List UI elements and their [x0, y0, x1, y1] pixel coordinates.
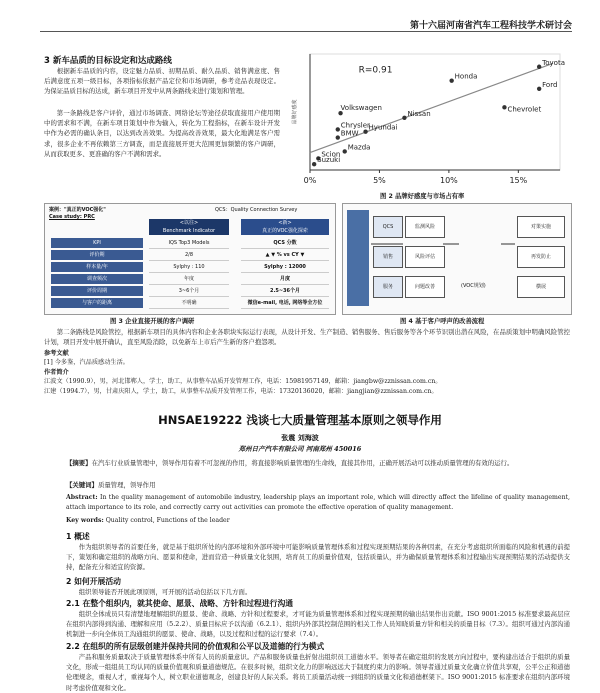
point-label: Ford — [542, 80, 558, 89]
data-point — [502, 105, 506, 109]
section-3-title: 3 新车品质的目标设定和达成路线 — [44, 56, 172, 66]
fig3-row-label: KPI — [51, 238, 143, 248]
data-point — [402, 116, 406, 120]
fig4-action-box: 对策实施 — [517, 216, 565, 238]
fig4-note: (VOC规划) — [461, 283, 486, 289]
references-heading: 参考文献 — [44, 350, 69, 357]
data-point — [343, 149, 347, 153]
keywords-en: Key words: Quality control, Functions of the leader — [66, 517, 230, 524]
abstract-cn: 【摘要】在汽车行业质量管理中，领导作用有着不可忽视的作用，将直接影响质量管理的生命线，直接其作用，正确开展活动可以推动质量管理的有效的运行。 — [66, 459, 514, 467]
fig3-qcs-label: QCS：Quality Connection Survey — [215, 207, 298, 213]
fig3-row-label: 与客户的距离 — [51, 298, 143, 308]
article-affiliation: 郑州日产汽车有限公司 河南郑州 450016 — [238, 445, 362, 453]
section-2-2-title: 2.2 在组织的所有层级创建并保持共同的价值观和公平以及道德的行为模式 — [66, 642, 325, 651]
fig3-row-label: 样本量/年 — [51, 262, 143, 272]
section-2-text: 组织领导能否开展此项原则，可开展的活动包括以下几方面。 — [78, 588, 252, 596]
fig3-new-value: 2.5~36个月 — [241, 286, 329, 297]
fig4-source-box: 服务 — [373, 276, 403, 298]
article-authors: 张震 刘海波 — [281, 433, 319, 442]
figure-2-caption: 图 2 品牌好感度与市场占有率 — [380, 193, 465, 200]
fig3-example: 案例："真正的VOC强化" — [49, 207, 106, 213]
y-axis-label: 品牌好感度 — [292, 99, 298, 125]
keywords-cn: 【关键词】质量管理，领导作用 — [66, 481, 156, 489]
reference-1: [1] 今多鉴，汽品质感动生活。 — [44, 359, 129, 366]
r-value-annotation: R=0.91 — [358, 65, 393, 76]
fig3-old-value: 3~6个月 — [149, 286, 229, 297]
fig3-old-value: 2/8 — [149, 250, 229, 261]
fig4-process-box: 问题改善 — [405, 276, 445, 298]
fig3-new-value: 微信e-mail, 电话, 网络等全方位 — [241, 298, 329, 309]
fig4-process-box: 风险评估 — [405, 246, 445, 268]
figure-3-box — [44, 203, 336, 315]
data-point — [449, 78, 453, 82]
fig3-new-value: ▲ ▼ % vs CY ▼ — [241, 250, 329, 261]
running-header: 第十六届河南省汽车工程科技学术研讨会 — [409, 21, 572, 31]
fig3-row-label: 评价周期 — [51, 286, 143, 296]
scatter-plot — [288, 48, 570, 188]
x-tick-label: 10% — [439, 176, 458, 185]
point-label: Toyota — [542, 58, 566, 67]
fig4-action-box: 再发防止 — [517, 246, 565, 268]
section-1-title: 1 概述 — [66, 532, 90, 541]
figure-4-box — [342, 203, 572, 315]
point-label: Chrysler — [340, 121, 370, 130]
figure-3-caption: 图 3 企业直接开展的客户调研 — [110, 318, 195, 325]
article-title: HNSAE19222 浅谈七大质量管理基本原则之领导作用 — [158, 413, 442, 427]
route-2-paragraph: 第二条路线是风险管控，根据新车项目的具体内容和企业各职块实际运行表现，从设计开发、生产制造、销售服务、售后服务等各个环节识别出潜在风险，在品质策划中明确风险管控计划，项目开发中展开确认，直至风险消除，以免新车上市后产生新的客户抱怨项。 — [44, 328, 570, 347]
x-tick-label: 0% — [303, 176, 317, 185]
fig4-arrows — [343, 204, 571, 314]
brand-scatter-chart — [288, 48, 570, 188]
abstract-en: Abstract: In the quality management of automobile industry, leadership plays an important role, which will directly affect the lifeline of quality management, attach importance to its role, and correctly carry out activities can promote the effective operation of quality management. — [66, 494, 571, 512]
section-3-para-2: 第一条路线是客户评价，通过市场调查、网络论坛等途径获取直接用户使用期中的需求和不满，在新车项目策划中作为输入，转化为工程指标，在新车设计开发中作为必需的确认条目，以达到改善效果。为提高改善效果，最大化地满足客户需求，很多企业不再依赖第三方调查，而是直接展开更大范围更加频繁的客户调研，从而获取更多、更准确的客户不满和需求。 — [44, 109, 280, 158]
fig4-process-box: 监测风险 — [405, 216, 445, 238]
fig3-old-value: 年度 — [149, 274, 229, 285]
fig3-new-value: QCS 分数 — [241, 238, 329, 249]
fig3-row-label: 调查频次 — [51, 274, 143, 284]
fig3-new-header: <新> 真正的VOC强化探索 — [241, 219, 329, 235]
data-point — [336, 135, 340, 139]
point-label: Nissan — [407, 109, 431, 118]
data-point — [537, 65, 541, 69]
fig3-old-value: Sylphy : 110 — [149, 262, 229, 273]
data-point — [336, 127, 340, 131]
point-label: Suzuki — [317, 156, 341, 165]
section-1-text: 作为组织领导者的首要任务，就是基于组织所处的内部环境和外部环境中可能影响质量管理体系和过程实现预期结果的各种因素，在充分考虑组织所面临的风险和机遇的前提下，策划和确定组织的战略方向、愿景和使命，进而营造一种质量文化氛围，培育员工的质量价值观，包括质量认，并为确保质量管理体系和过程输出实现预期结果的活动提供支持，配备充分和适宜的资源。 — [66, 543, 570, 572]
section-3-para-1: 根据新车品质的内容，设定魅力品质、初期品质、耐久品质、销售满意度、售后满意度五项一级目标，各项指标依据产品定位和市场调研，参考竞品表现设定。为保证品质目标的达成，新车项目开发中从两条路线来进行策划和管理。 — [44, 67, 280, 96]
section-2-title: 2 如何开展活动 — [66, 577, 121, 586]
data-point — [312, 162, 316, 166]
fig4-source-box: QCS — [373, 216, 403, 238]
header-rule — [40, 31, 572, 32]
section-2-2-text: 产品和服务质量取决于质量管理体系中所有人员的质量意识。产品和服务质量也折射出组织员工道德水平。领导者在确定组织的发展方向过程中，要构建出适合于组织的质量文化，形成一组组员工均认同的质量价值观和质量道德规范。在很多时候，组织文化力的影响远远大于制度约束力的影响。领导者通过质量文化确立价值共享观，公平公正和道德伦理规念，重视人才，重视每个人，树立职业道德观念，创建良好的人际关系。将员工质量活动统一到组织的质量文化和道德框架下。ISO 9001:2015 标准要求在组织内部环境时考虑价值观和文化。 — [66, 653, 570, 692]
x-tick-label: 5% — [373, 176, 386, 185]
fig3-old-value: 不明确 — [149, 298, 229, 309]
point-label: Volkswagen — [340, 104, 382, 113]
section-2-1-title: 2.1 在整个组织内，就其使命、愿景、战略、方针和过程进行沟通 — [66, 599, 294, 608]
author-bio-2: 江建（1994.7），男，甘肃庆阳人，学士，助工，从事整车品质开发管理工作，电话：17320136020，邮箱：jiangjian@zznissan.com.cn。 — [44, 388, 438, 395]
data-point — [537, 87, 541, 91]
x-tick-label: 15% — [509, 176, 528, 185]
point-label: Hyundai — [368, 123, 398, 132]
point-label: Honda — [454, 72, 478, 81]
data-point — [363, 130, 367, 134]
point-label: Scion — [321, 150, 341, 159]
fig3-old-value: IQS Top3 Models — [149, 238, 229, 249]
fig4-action-box: 横展 — [517, 276, 565, 298]
fig3-old-header: <以往> Benchmark Indicator — [149, 219, 229, 235]
fig3-case-study: Case study: PRC — [49, 214, 95, 220]
fig3-new-value: 月度 — [241, 274, 329, 285]
figure-4-caption: 图 4 基于客户呼声的改善流程 — [400, 318, 485, 325]
fig4-source-box: 销售 — [373, 246, 403, 268]
point-label: Chevrolet — [507, 105, 542, 114]
fig3-row-label: 评价期 — [51, 250, 143, 260]
point-label: Mazda — [347, 143, 371, 152]
author-bio-heading: 作者简介 — [44, 369, 69, 376]
author-bio-1: 江波文（1990.9），男，河北邯郸人，学士，助工，从事整车品质开发管理工作，电话：15981957149，邮箱：jiangbw@zznissan.com.cn。 — [44, 378, 442, 385]
point-label: BMW — [340, 129, 359, 138]
section-2-1-text: 组织全体成员只有清楚地理解组织的愿景、使命、战略、方针和过程要求，才可能为质量管理体系和过程实现预期的输出结果作出贡献。ISO 9001:2015 标准要求最高层应在组织内部得到沟通、理解和应用（5.2.2）、质量目标应予以沟通（6.2.1）、组织内外部其控制范围的相关工作人员知晓质量方针和相关的质量目标（7.3）。组织可通过内部沟通机制进一步向全体员工沟通组织的愿景、使命、战略，以及过程和过程的运行要求（7.4）。 — [66, 610, 570, 639]
fig3-new-value: Sylphy : 12000 — [241, 262, 329, 273]
